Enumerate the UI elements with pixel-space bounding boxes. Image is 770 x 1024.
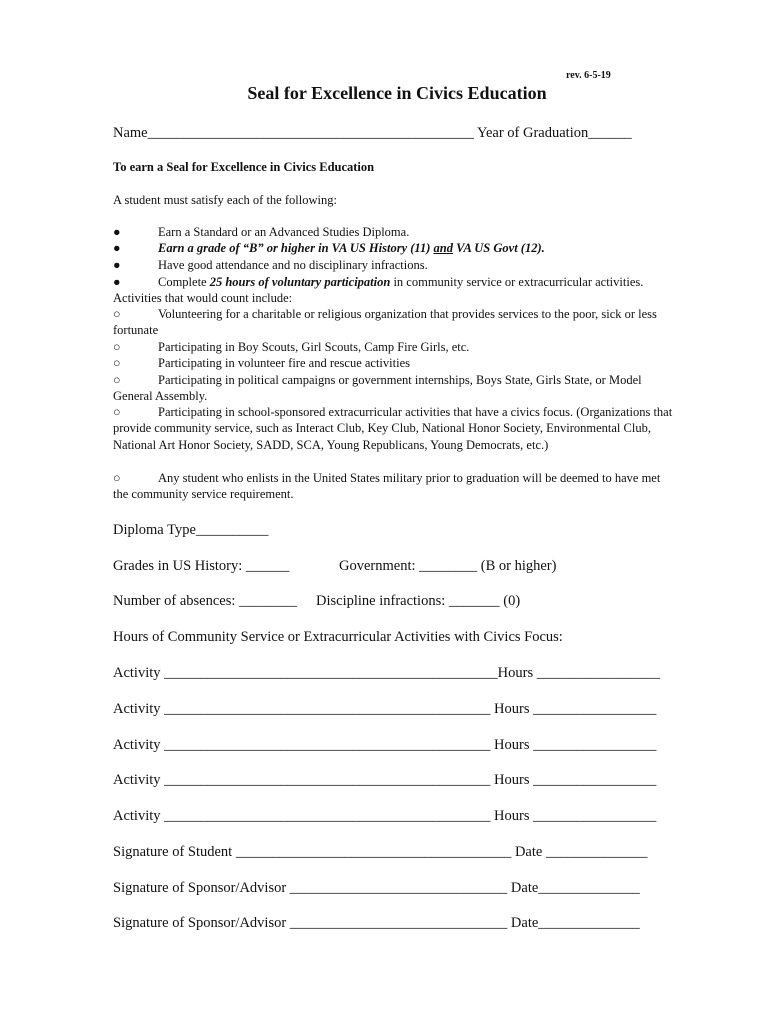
circle-marker: ○: [113, 471, 121, 485]
bullet-marker: ●: [113, 241, 121, 255]
activity-field-2[interactable]: Activity _____________________________________________ Hours _________________: [113, 701, 657, 717]
activity-volunteering: [113, 306, 675, 339]
bullet-marker: ●: [113, 275, 121, 289]
circle-marker: ○: [113, 373, 121, 387]
activity-text: Participating in Boy Scouts, Girl Scouts, Camp Fire Girls, etc.: [158, 340, 470, 354]
activity-field-1[interactable]: Activity ______________________________________________Hours _________________: [113, 665, 660, 681]
requirement-grades: [113, 241, 545, 256]
activity-text: Participating in political campaigns or government internships, Boys State, Girls State, or Model General Assembly.: [113, 373, 642, 404]
activity-political: [113, 372, 675, 405]
activity-field-5[interactable]: Activity _____________________________________________ Hours _________________: [113, 808, 657, 824]
activity-military: [113, 470, 675, 503]
circle-marker: ○: [113, 405, 121, 419]
activity-text: Volunteering for a charitable or religious organization that provides services to the poor, sick or less fortunate: [113, 307, 657, 338]
absences-field[interactable]: Number of absences: ________: [113, 593, 298, 609]
requirement-text: Earn a Standard or an Advanced Studies Diploma.: [158, 225, 410, 239]
requirement-attendance: [113, 258, 428, 273]
activity-text: Participating in school-sponsored extracurricular activities that have a civics focus. (Organizations that provide community service, such as Interact Club, Key Club, National Honor Society, Environmental Club, National Art Honor Society, SADD, SCA, Young Republicans, Young Democrats, etc.): [113, 405, 673, 452]
signature-sponsor-field-2[interactable]: Signature of Sponsor/Advisor ______________________________ Date______________: [113, 915, 640, 931]
activity-field-3[interactable]: Activity _____________________________________________ Hours _________________: [113, 737, 657, 753]
circle-marker: ○: [113, 340, 121, 354]
subheading: To earn a Seal for Excellence in Civics Education: [113, 160, 375, 174]
requirement-text: Earn a grade of “B” or higher in VA US History (11): [158, 241, 434, 255]
bullet-marker: ●: [113, 258, 121, 272]
requirement-text-end: in community service or extracurricular activities. Activities that would count include:: [113, 275, 644, 306]
hours-heading: Hours of Community Service or Extracurricular Activities with Civics Focus:: [113, 629, 563, 645]
requirement-text-end: VA US Govt (12).: [452, 241, 545, 255]
activity-fire-rescue: [113, 355, 675, 371]
requirement-hours: [113, 274, 675, 307]
circle-marker: ○: [113, 356, 121, 370]
activity-field-4[interactable]: Activity _____________________________________________ Hours _________________: [113, 772, 657, 788]
government-grade-field[interactable]: Government: ________ (B or higher): [339, 558, 557, 574]
revision-date: rev. 6-5-19: [566, 70, 611, 81]
signature-student-field[interactable]: Signature of Student ______________________________________ Date ______________: [113, 844, 648, 860]
requirement-and: and: [433, 241, 453, 255]
requirement-hours-emphasis: 25 hours of voluntary participation: [209, 275, 391, 289]
circle-marker: ○: [113, 307, 121, 321]
activity-text: Any student who enlists in the United States military prior to graduation will be deemed to have met the community service requirement.: [113, 471, 661, 502]
intro-text: A student must satisfy each of the following:: [113, 193, 337, 207]
name-year-line: Name_____________________________________________ Year of Graduation______: [113, 125, 632, 141]
signature-sponsor-field-1[interactable]: Signature of Sponsor/Advisor ______________________________ Date______________: [113, 880, 640, 896]
activity-school-sponsored: [113, 404, 675, 453]
discipline-field[interactable]: Discipline infractions: _______ (0): [316, 593, 521, 609]
diploma-type-field[interactable]: Diploma Type__________: [113, 522, 269, 538]
requirement-text: Have good attendance and no disciplinary infractions.: [158, 258, 428, 272]
requirement-text: Complete: [158, 275, 210, 289]
activity-text: Participating in volunteer fire and rescue activities: [158, 356, 410, 370]
bullet-marker: ●: [113, 225, 121, 239]
requirement-diploma: [113, 225, 409, 240]
page-title: Seal for Excellence in Civics Education: [247, 83, 547, 103]
us-history-grade-field[interactable]: Grades in US History: ______: [113, 558, 290, 574]
activity-scouts: [113, 339, 675, 355]
